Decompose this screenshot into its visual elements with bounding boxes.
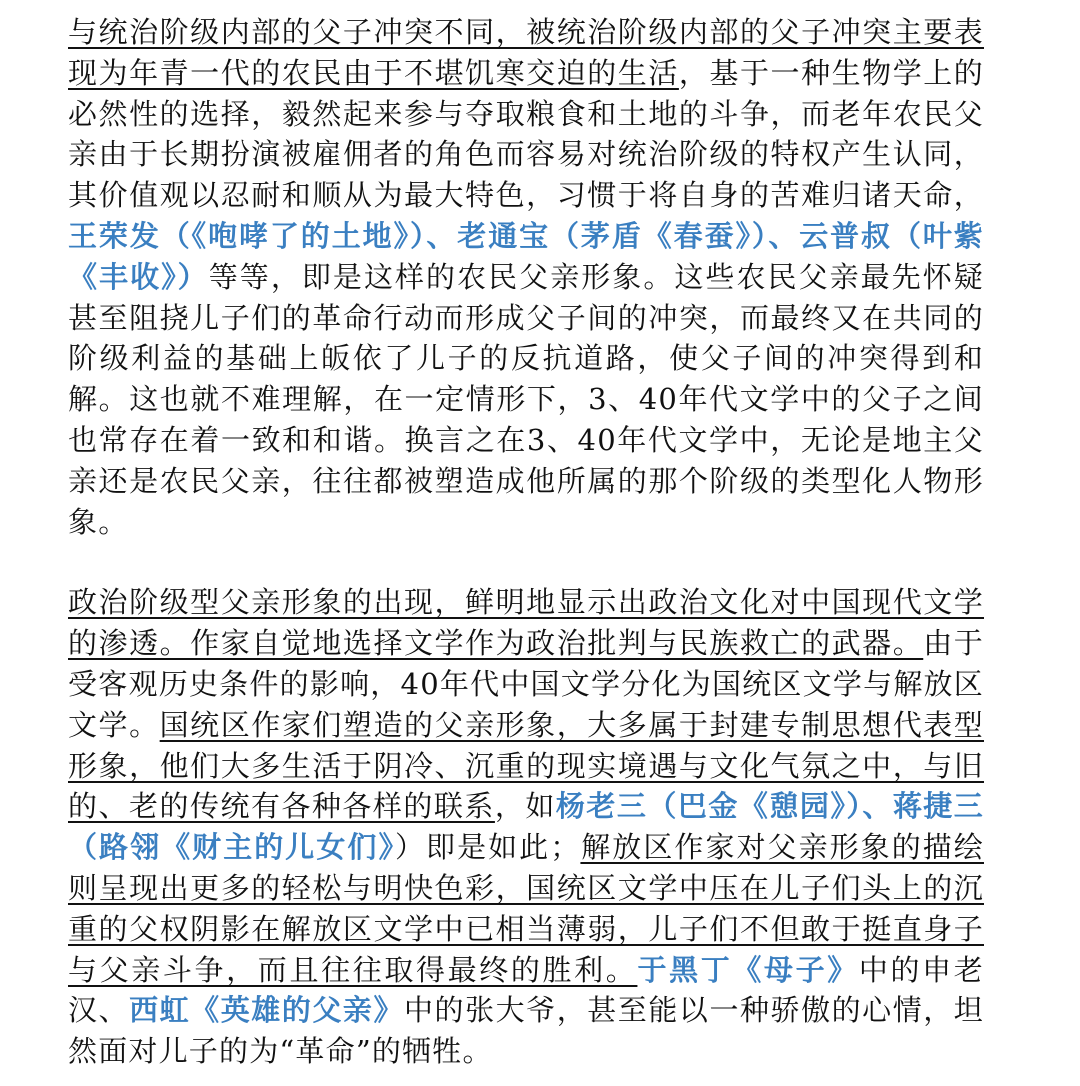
underlined-text: 国统区作家们塑造的父亲形象，大多属于封建专制思想代表型形象，他们大多生活于阴冷、沉重的现实境遇与文化气氛之中，与旧的、老的传统有各种各样的联系 bbox=[68, 707, 984, 824]
body-text: ）即是如此； bbox=[395, 830, 581, 865]
paragraph-1 bbox=[68, 12, 984, 542]
underlined-text: 解放区作家对父亲形象的描绘则呈现出更多的轻松与明快色彩，国统区文学中压在儿子们头上的沉重的父权阴影在解放区文学中已相当薄弱，儿子们不但敢于挺直身子与父亲斗争，而且往往取得最终的胜利。 bbox=[68, 830, 984, 987]
highlighted-examples: 王荣发（《咆哮了的土地》）、老通宝（茅盾《春蚕》）、云普叔（叶紫《丰收》） bbox=[68, 218, 984, 294]
highlighted-examples: 杨老三（巴金《憩园》）、蒋捷三（路翎《财主的儿女们》 bbox=[68, 789, 984, 865]
body-text: 中的张大爷，甚至能以一种骄傲的心情，坦然面对儿子的为“革命”的牺牲。 bbox=[68, 993, 984, 1069]
underlined-text: 与统治阶级内部的父子冲突不同，被统治阶级内部的父子冲突主要表现为年青一代的农民由于不堪饥寒交迫的生活 bbox=[68, 15, 984, 90]
underlined-text: 政治阶级型父亲形象的出现，鲜明地显示出政治文化对中国现代文学的渗透。作家自觉地选择文学作为政治批判与民族救亡的武器。 bbox=[68, 585, 984, 661]
highlighted-examples: 于黑丁《母子》 bbox=[637, 952, 859, 987]
body-text: 等等，即是这样的农民父亲形象。这些农民父亲最先怀疑甚至阻挠儿子们的革命行动而形成父子间的冲突，而最终又在共同的阶级利益的基础上皈依了儿子的反抗道路，使父子间的冲突得到和解。这也就不难理解，在一定情形下，3、40年代文学中的父子之间也常存在着一致和和谐。换言之在3、40年代文学中，无论是地主父亲还是农民父亲，往往都被塑造成他所属的那个阶级的类型化人物形象。 bbox=[68, 259, 984, 539]
body-text: ，如 bbox=[494, 789, 556, 824]
body-text: 中的申老汉、 bbox=[68, 952, 984, 1028]
body-text: ，基于一种生物学上的必然性的选择，毅然起来参与夺取粮食和土地的斗争，而老年农民父亲由于长期扮演被雇佣者的角色而容易对统治阶级的特权产生认同，其价值观以忍耐和顺从为最大特色，习惯于将自身的苦难归诸天命， bbox=[68, 55, 984, 213]
highlighted-examples: 西虹《英雄的父亲》 bbox=[129, 993, 404, 1028]
body-text: 由于受客观历史条件的影响，40年代中国文学分化为国统区文学与解放区文学。 bbox=[68, 626, 984, 742]
paragraph-2 bbox=[68, 582, 984, 1072]
